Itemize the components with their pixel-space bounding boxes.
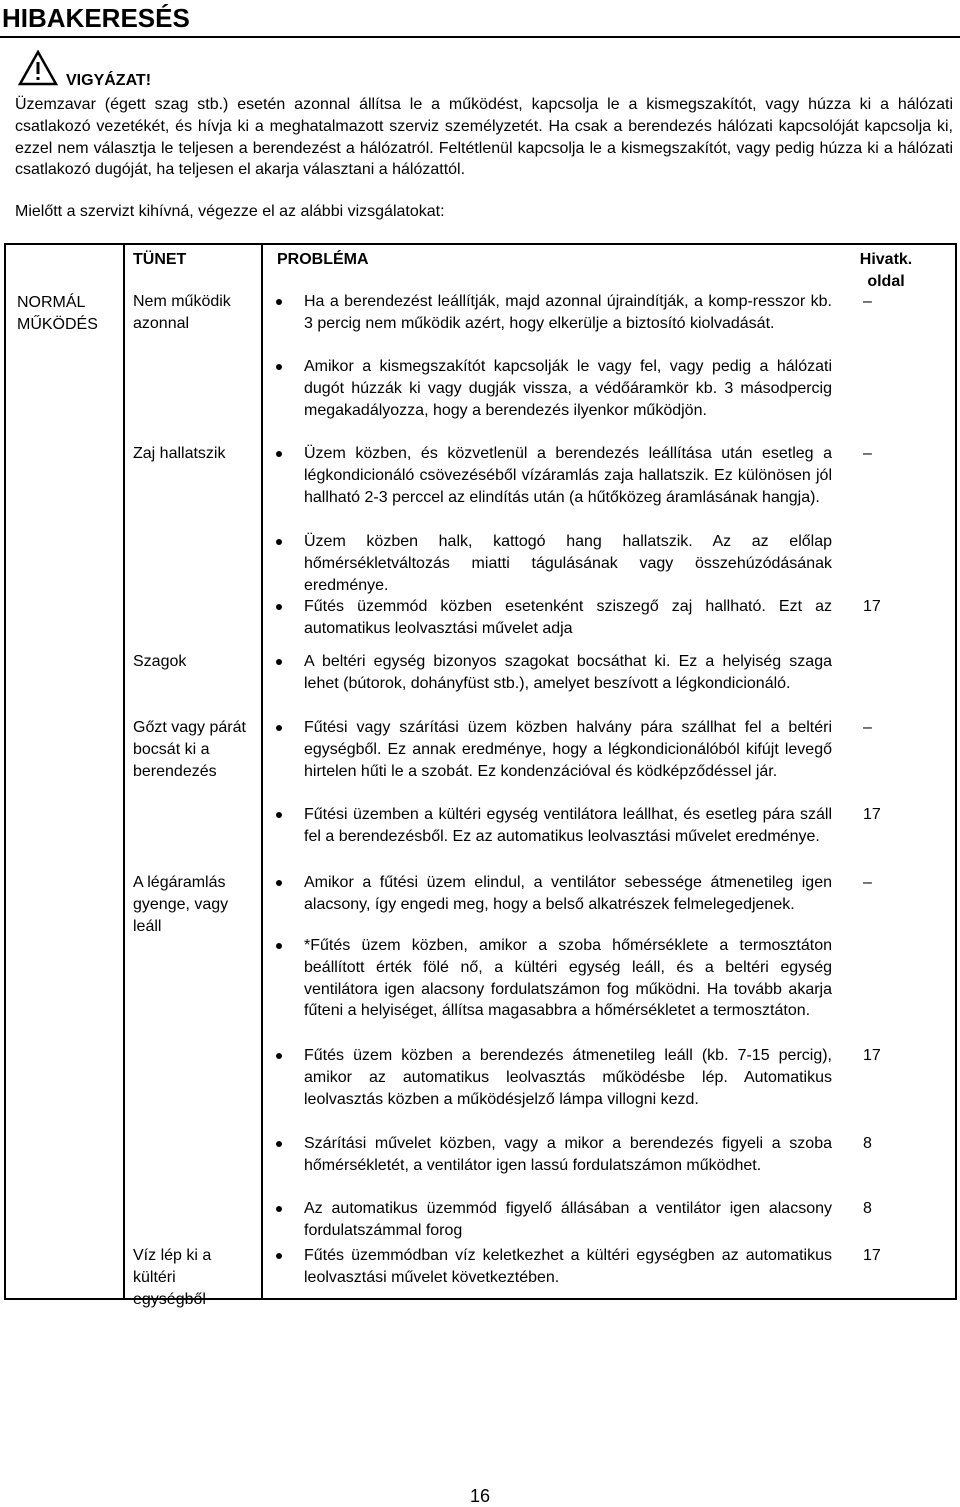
problem-list (272, 1245, 832, 1289)
problem-item: *Fűtés üzem közben, amikor a szoba hőmérséklete a termosztáton beállított érték fölé nő, a kültéri egység leáll, és a beltéri egység ventilátora igen alacsony fordulatszámon fog működni. Ha tovább akarja fűteni a helyiséget, állítsa magasabbra a hőmérsékletet a termosztáton. (272, 935, 832, 1022)
problem-list (272, 291, 832, 335)
problem-list (272, 596, 832, 640)
symptom-cell: A légáramlás gyenge, vagy leáll (133, 874, 229, 935)
ref-cell: 17 (863, 806, 881, 823)
table-divider (261, 245, 263, 1298)
problem-list (272, 1133, 832, 1177)
problem-list (272, 717, 832, 782)
problem-item: Üzem közben halk, kattogó hang hallatszik. Az az előlap hőmérsékletváltozás miatti tágulásának vagy összehúzódásának eredménye. (272, 531, 832, 596)
symptom-cell: Gőzt vagy párát bocsát ki a berendezés (133, 719, 246, 780)
problem-item: Üzem közben, és közvetlenül a berendezés leállítása után esetleg a légkondicionáló csövezéséből vízáramlás zaja hallatszik. Ez különösen jól hallható 2-3 perccel az elindítás után (a hűtőközeg áramlásának hangja). (272, 443, 832, 508)
symptom-cell: Szagok (133, 653, 187, 670)
page-title: HIBAKERESÉS (0, 0, 960, 38)
symptom-cell: Víz lép ki a kültéri egységből (133, 1247, 212, 1308)
ref-cell: 17 (863, 1047, 881, 1064)
problem-list (272, 651, 832, 695)
problem-item: Fűtés üzemmódban víz keletkezhet a kültéri egységben az automatikus leolvasztási művelet következtében. (272, 1245, 832, 1289)
ref-cell: – (863, 874, 872, 891)
warning-text: Üzemzavar (égett szag stb.) esetén azonnal állítsa le a működést, kapcsolja le a kismegszakítót, vagy húzza ki a hálózati csatlakozó vezetékét, és hívja ki a meghatalmazott szerviz személyzetét. Ha csak a berendezés hálózati kapcsolóját kapcsolja ki, ezzel nem választja le teljesen a berendezést a hálózatról. Feltétlenül kapcsolja le a kismegszakítót, vagy pedig húzza ki a hálózati csatlakozó dugóját, ha teljesen el akarja választani a hálózattól. (15, 96, 953, 179)
warning-label: VIGYÁZAT! (66, 72, 152, 89)
ref-cell: – (863, 719, 872, 736)
problem-list (272, 1045, 832, 1110)
ref-cell: – (863, 445, 872, 462)
ref-cell: – (863, 293, 872, 310)
problem-item: Fűtés üzem közben a berendezés átmenetileg leáll (kb. 7-15 percig), amikor az automatikus leolvasztás működésbe lép. Automatikus leolvasztás közben a működésjelző lámpa villogni kezd. (272, 1045, 832, 1110)
problem-list (272, 935, 832, 1022)
problem-item: Fűtési vagy szárítási üzem közben halvány pára szállhat fel a beltéri egységből. Ez annak eredménye, hogy a légkondicionálóból kifújt levegő hirtelen hűti le a szobát. Ez kondenzációval és ködképződéssel jár. (272, 717, 832, 782)
problem-item: Az automatikus üzemmód figyelő állásában a ventilátor igen alacsony fordulatszámmal forog (272, 1198, 832, 1242)
ref-cell: 8 (863, 1200, 872, 1217)
problem-list (272, 804, 832, 848)
ref-cell: 17 (863, 1247, 881, 1264)
table-divider (123, 245, 125, 1298)
problem-item: Amikor a fűtési üzem elindul, a ventilátor sebessége átmenetileg igen alacsony, így engedi meg, hogy a belső alkatrészek felmelegedjenek. (272, 872, 832, 916)
symptom-cell: Zaj hallatszik (133, 445, 226, 462)
problem-item: Fűtési üzemben a kültéri egység ventilátora leállhat, és esetleg pára száll fel a berendezésből. Ez az automatikus leolvasztási művelet eredménye. (272, 804, 832, 848)
problem-list (272, 1198, 832, 1242)
ref-cell: 8 (863, 1135, 872, 1152)
group-label: NORMÁL MŰKÖDÉS (17, 294, 98, 333)
troubleshooting-table (4, 243, 957, 1308)
warning-triangle-icon (18, 50, 58, 86)
problem-list (272, 872, 832, 916)
header-problem: PROBLÉMA (277, 251, 369, 268)
pre-table-text: Mielőtt a szervizt kihívná, végezze el az alábbi vizsgálatokat: (15, 203, 445, 220)
problem-item: Ha a berendezést leállítják, majd azonnal újraindítják, a komp-resszor kb. 3 percig nem működik azért, hogy elkerülje a biztosító kiolvadását. (272, 291, 832, 335)
header-symptom: TÜNET (133, 251, 187, 268)
page-number: 16 (469, 1486, 491, 1506)
problem-item: Szárítási művelet közben, vagy a mikor a berendezés figyeli a szoba hőmérsékletét, a ventilátor igen lassú fordulatszámon működhet. (272, 1133, 832, 1177)
problem-item: Amikor a kismegszakítót kapcsolják le vagy fel, vagy pedig a hálózati dugót húzzák ki vagy dugják vissza, a védőáramkör kb. 3 másodpercig megakadályozza, hogy a berendezés ilyenkor működjön. (272, 356, 832, 421)
problem-list (272, 531, 832, 596)
problem-list (272, 356, 832, 421)
symptom-cell: Nem működik azonnal (133, 293, 231, 332)
problem-item: A beltéri egység bizonyos szagokat bocsáthat ki. Ez a helyiség szaga lehet (bútorok, dohányfüst stb.), amelyet beszívott a légkondicionáló. (272, 651, 832, 695)
problem-item: Fűtés üzemmód közben esetenként sziszegő zaj hallható. Ezt az automatikus leolvasztási művelet adja (272, 596, 832, 640)
header-ref: Hivatk. oldal (859, 251, 913, 290)
ref-cell: 17 (863, 598, 881, 615)
problem-list (272, 443, 832, 508)
